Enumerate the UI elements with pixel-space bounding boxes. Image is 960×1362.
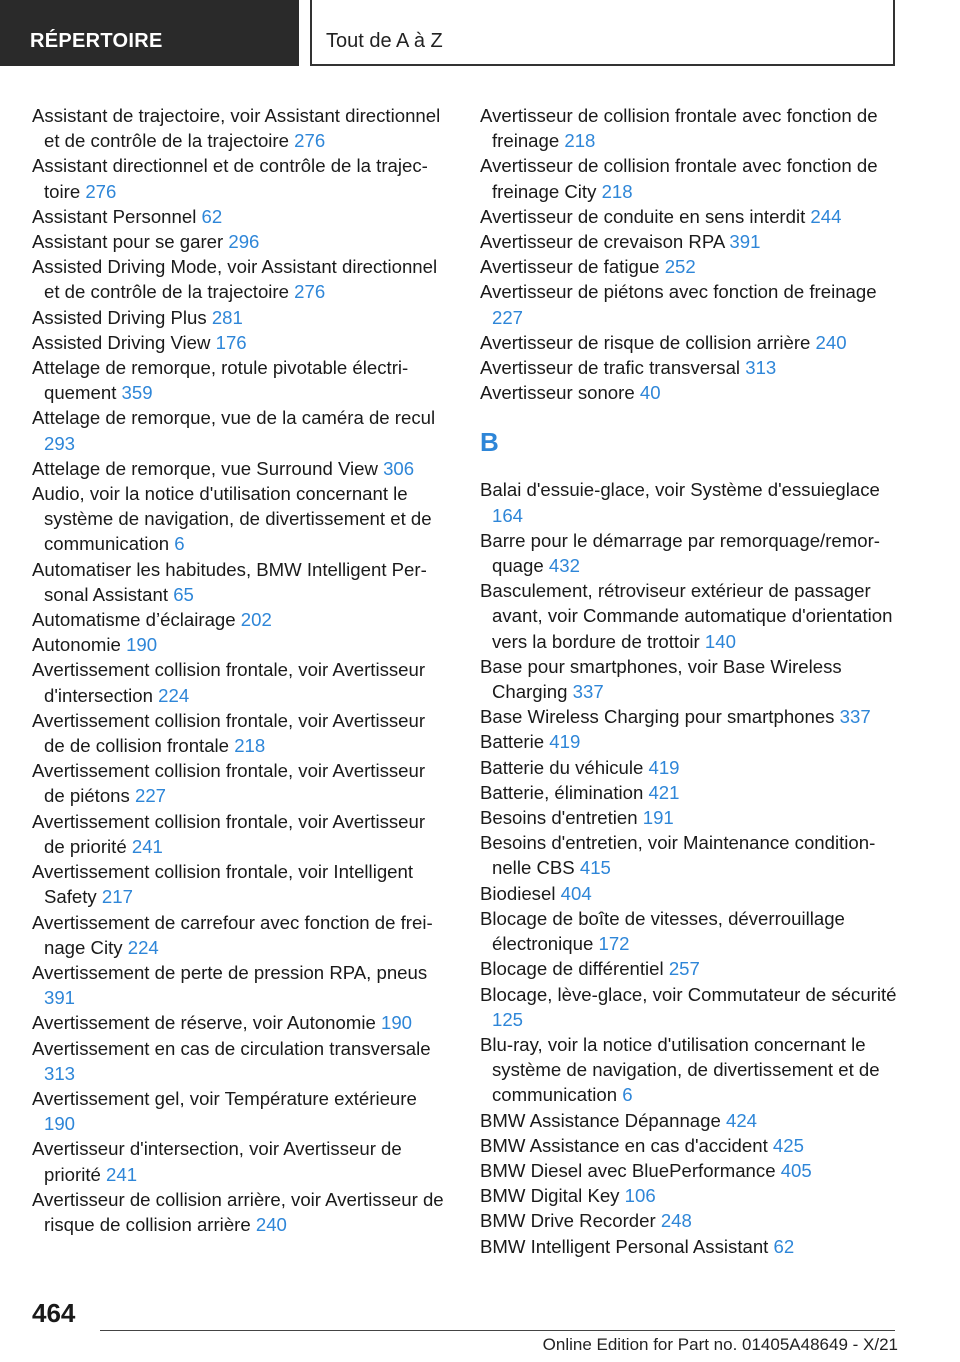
index-entry — [32, 632, 450, 657]
page-reference-link[interactable]: 40 — [639, 382, 661, 404]
page-reference-link[interactable]: 224 — [127, 936, 159, 958]
page-reference-link[interactable]: 296 — [228, 231, 260, 253]
index-entry — [480, 1234, 900, 1259]
index-entry — [32, 229, 450, 254]
index-entry — [32, 960, 450, 1010]
index-entry — [32, 481, 450, 557]
page-reference-link[interactable]: 257 — [668, 958, 700, 980]
index-entry-term: Biodiesel — [480, 882, 556, 904]
page-reference-link[interactable]: 391 — [44, 987, 76, 1009]
index-entry — [480, 477, 900, 527]
index-entry — [32, 557, 450, 607]
index-entry — [480, 1133, 900, 1158]
page-reference-link[interactable]: 391 — [729, 231, 761, 253]
index-entry — [480, 1183, 900, 1208]
page-reference-link[interactable]: 218 — [601, 180, 633, 202]
index-entry — [32, 758, 450, 808]
index-entry — [32, 204, 450, 229]
index-entry-term: Avertisseur de collision arrière, voir Avertisseur de risque de collision arrière — [32, 1188, 444, 1235]
page-reference-link[interactable]: 337 — [839, 706, 871, 728]
page-reference-link[interactable]: 191 — [642, 807, 674, 829]
page-reference-link[interactable]: 415 — [579, 857, 611, 879]
page-reference-link[interactable]: 276 — [85, 180, 117, 202]
index-entry-term: Assisted Driving View — [32, 331, 211, 353]
page-reference-link[interactable]: 405 — [780, 1159, 812, 1181]
page-reference-link[interactable]: 276 — [294, 281, 326, 303]
index-entry — [32, 153, 450, 203]
index-entry-term: Batterie du véhicule — [480, 756, 644, 778]
index-entry-term: Blocage de différentiel — [480, 958, 664, 980]
index-entry-term: BMW Drive Recorder — [480, 1210, 656, 1232]
index-entry — [480, 380, 900, 405]
page-reference-link[interactable]: 419 — [648, 756, 680, 778]
page-reference-link[interactable]: 227 — [492, 306, 524, 328]
index-entry — [32, 103, 450, 153]
page-reference-link[interactable]: 252 — [664, 256, 696, 278]
page-reference-link[interactable]: 240 — [255, 1213, 287, 1235]
index-entry-term: Avertissement gel, voir Température extérieure — [32, 1087, 417, 1109]
index-entry — [480, 704, 900, 729]
index-entry-term: Batterie — [480, 731, 545, 753]
edition-footer: Online Edition for Part no. 01405A48649 - X/21 — [542, 1335, 898, 1354]
page-reference-link[interactable]: 425 — [772, 1134, 804, 1156]
page-number: 464 — [32, 1298, 76, 1328]
index-entry — [32, 305, 450, 330]
index-entry-term: Avertisseur de collision frontale avec fonction de freinage City — [480, 155, 878, 202]
index-entry — [32, 607, 450, 632]
page-reference-link[interactable]: 176 — [215, 331, 247, 353]
index-entry-term: Avertisseur de fatigue — [480, 256, 660, 278]
page-reference-link[interactable]: 306 — [383, 457, 415, 479]
page-reference-link[interactable]: 218 — [234, 735, 266, 757]
index-entry — [480, 780, 900, 805]
index-entry-term: Avertissement collision frontale, voir Avertisseur de de collision frontale — [32, 709, 426, 757]
page-reference-link[interactable]: 313 — [44, 1062, 76, 1084]
index-entry-term: Attelage de remorque, vue de la caméra de recul — [32, 407, 436, 429]
page-reference-link[interactable]: 65 — [173, 583, 194, 605]
index-entry — [480, 654, 900, 704]
page-reference-link[interactable]: 202 — [240, 609, 272, 631]
index-entry-term: Batterie, élimination — [480, 781, 644, 803]
index-entry-term: Avertisseur de piétons avec fonction de freinage — [480, 281, 877, 303]
index-entry — [32, 657, 450, 707]
index-entry — [32, 456, 450, 481]
page-reference-link[interactable]: 217 — [101, 886, 133, 908]
index-entry-term: Assistant directionnel et de contrôle de la trajectoire — [32, 155, 428, 202]
index-entry — [32, 1187, 450, 1237]
index-entry — [32, 1036, 450, 1086]
breadcrumb: Tout de A à Z — [310, 0, 895, 66]
index-entry — [480, 881, 900, 906]
index-entry — [32, 708, 450, 758]
index-entry-term: Attelage de remorque, rotule pivotable électriquement — [32, 357, 409, 404]
index-column-left — [32, 103, 450, 1237]
index-entry — [480, 578, 900, 654]
index-entry — [480, 229, 900, 254]
index-entry — [32, 330, 450, 355]
index-entry — [480, 1032, 900, 1108]
page-reference-link[interactable]: 218 — [564, 130, 596, 152]
page-reference-link[interactable]: 240 — [815, 331, 847, 353]
index-entry-term: Avertissement collision frontale, voir Avertisseur de piétons — [32, 760, 426, 807]
index-entry-term: Avertisseur de conduite en sens interdit — [480, 205, 806, 227]
index-entry-term: BMW Assistance Dépannage — [480, 1109, 721, 1131]
index-entry — [480, 528, 900, 578]
index-entry-term: Avertisseur de trafic transversal — [480, 357, 741, 379]
index-entry — [32, 809, 450, 859]
index-entry — [480, 355, 900, 380]
index-entry-term: Base Wireless Charging pour smartphones — [480, 706, 835, 728]
page-reference-link[interactable]: 62 — [773, 1235, 795, 1257]
index-entry-term: Automatiser les habitudes, BMW Intelligent Personal Assistant — [32, 558, 427, 605]
index-entry — [480, 254, 900, 279]
page-reference-link[interactable]: 6 — [174, 533, 185, 555]
index-entry-term: Besoins d'entretien — [480, 807, 638, 829]
index-entry-term: Balai d'essuie-glace, voir Système d'essuieglace — [480, 479, 880, 501]
index-entry-term: Attelage de remorque, vue Surround View — [32, 457, 378, 479]
page-reference-link[interactable]: 404 — [560, 882, 592, 904]
index-entry — [32, 1136, 450, 1186]
index-group-a-continued — [480, 103, 900, 405]
page-reference-link[interactable]: 140 — [704, 630, 736, 652]
index-entry-term: Autonomie — [32, 634, 121, 656]
index-entry-term: Automatisme d’éclairage — [32, 609, 236, 631]
page-reference-link[interactable]: 241 — [131, 835, 163, 857]
index-entry — [32, 910, 450, 960]
page-reference-link[interactable]: 359 — [121, 382, 153, 404]
page-reference-link[interactable]: 62 — [201, 205, 223, 227]
index-entry-term: Avertissement collision frontale, voir Avertisseur d'intersection — [32, 659, 426, 706]
index-entry-term: Audio, voir la notice d'utilisation concernant le système de navigation, de divertissement et de communication — [32, 483, 432, 555]
index-entry — [480, 279, 900, 329]
index-entry — [480, 1108, 900, 1133]
index-entry-term: Avertisseur de crevaison RPA — [480, 231, 725, 253]
index-entry — [32, 254, 450, 304]
page-reference-link[interactable]: 419 — [549, 731, 581, 753]
page-reference-link[interactable]: 241 — [106, 1163, 138, 1185]
page-reference-link[interactable]: 421 — [648, 781, 680, 803]
index-entry — [32, 1010, 450, 1035]
page-reference-link[interactable]: 224 — [158, 684, 190, 706]
section-tab: RÉPERTOIRE — [0, 0, 299, 66]
page-reference-link[interactable]: 281 — [211, 306, 243, 328]
page-reference-link[interactable]: 293 — [44, 432, 76, 454]
page-reference-link[interactable]: 276 — [294, 130, 326, 152]
index-entry-term: Blocage, lève-glace, voir Commutateur de sécurité — [480, 983, 897, 1005]
index-entry-term: Avertissement de réserve, voir Autonomie — [32, 1012, 376, 1034]
page-reference-link[interactable]: 190 — [44, 1113, 76, 1135]
index-entry — [480, 1208, 900, 1233]
index-entry-term: Avertissement collision frontale, voir Avertisseur de priorité — [32, 810, 426, 857]
index-entry-term: Blu-ray, voir la notice d'utilisation concernant le système de navigation, de divertissement et de communication — [480, 1033, 880, 1106]
page-reference-link[interactable]: 190 — [380, 1012, 413, 1034]
index-entry-term: Avertisseur d'intersection, voir Avertisseur de priorité — [32, 1138, 402, 1185]
index-entry — [480, 204, 900, 229]
index-entry-term: Avertissement de carrefour avec fonction de freinage City — [32, 911, 433, 958]
index-entry-term: Avertisseur sonore — [480, 382, 635, 404]
page-reference-link[interactable]: 337 — [572, 681, 604, 703]
page-reference-link[interactable]: 190 — [126, 634, 158, 656]
page-reference-link[interactable]: 313 — [745, 357, 777, 379]
index-entry-term: BMW Digital Key — [480, 1185, 620, 1207]
page-reference-link[interactable]: 6 — [622, 1084, 633, 1106]
index-entry-term: Besoins d'entretien, voir Maintenance conditionnelle CBS — [480, 832, 876, 879]
index-entry-term: Avertissement collision frontale, voir Intelligent Safety — [32, 861, 414, 908]
index-group-b — [480, 477, 900, 1258]
page-reference-link[interactable]: 164 — [492, 504, 524, 526]
footer-rule — [100, 1330, 895, 1331]
index-entry-term: Base pour smartphones, voir Base Wireless Charging — [480, 655, 842, 703]
index-entry — [480, 1158, 900, 1183]
index-entry — [480, 830, 900, 880]
index-entry-term: Blocage de boîte de vitesses, déverrouillage électronique — [480, 907, 845, 955]
index-entry — [32, 859, 450, 909]
index-entry-term: Avertissement en cas de circulation transversale — [32, 1037, 431, 1059]
index-entry-term: Assistant Personnel — [32, 205, 197, 227]
index-entry — [480, 956, 900, 981]
index-entry-term: Assisted Driving Mode, voir Assistant directionnel et de contrôle de la trajectoire — [32, 256, 438, 303]
index-entry — [480, 805, 900, 830]
page-reference-link[interactable]: 125 — [492, 1008, 524, 1030]
page-reference-link[interactable]: 424 — [725, 1109, 758, 1131]
page-reference-link[interactable]: 172 — [598, 933, 630, 955]
index-entry-term: Assistant de trajectoire, voir Assistant directionnel et de contrôle de la trajectoire — [32, 105, 441, 152]
index-entry-term: BMW Assistance en cas d'accident — [480, 1134, 768, 1156]
index-entry-term: Assisted Driving Plus — [32, 306, 207, 328]
index-entry — [480, 153, 900, 203]
index-column-right — [480, 103, 900, 1259]
index-entry — [32, 355, 450, 405]
index-entry — [32, 405, 450, 455]
index-entry-term: BMW Diesel avec BluePerformance — [480, 1159, 776, 1181]
page-reference-link[interactable]: 227 — [134, 785, 167, 807]
page-reference-link[interactable]: 432 — [548, 555, 580, 577]
page-reference-link[interactable]: 106 — [624, 1185, 656, 1207]
index-entry-term: Avertisseur de collision frontale avec fonction de freinage — [480, 105, 878, 152]
letter-heading-b: B — [480, 427, 499, 458]
index-entry-term: Barre pour le démarrage par remorquage/remorquage — [480, 529, 880, 577]
index-entry-term: Assistant pour se garer — [32, 231, 224, 253]
index-entry — [480, 729, 900, 754]
index-entry-term: Basculement, rétroviseur extérieur de passager avant, voir Commande automatique d'orientation vers la bordure de trottoir — [480, 580, 893, 652]
index-entry — [480, 906, 900, 956]
page-reference-link[interactable]: 244 — [810, 205, 842, 227]
page-reference-link[interactable]: 248 — [660, 1210, 692, 1232]
index-entry-term: BMW Intelligent Personal Assistant — [480, 1235, 769, 1257]
index-entry-term: Avertisseur de risque de collision arrière — [480, 331, 811, 353]
page-header — [0, 0, 960, 66]
index-entry-term: Avertissement de perte de pression RPA, pneus — [32, 961, 428, 983]
index-entry — [480, 982, 900, 1032]
index-entry — [480, 103, 900, 153]
index-entry — [32, 1086, 450, 1136]
index-entry — [480, 330, 900, 355]
index-entry — [480, 755, 900, 780]
